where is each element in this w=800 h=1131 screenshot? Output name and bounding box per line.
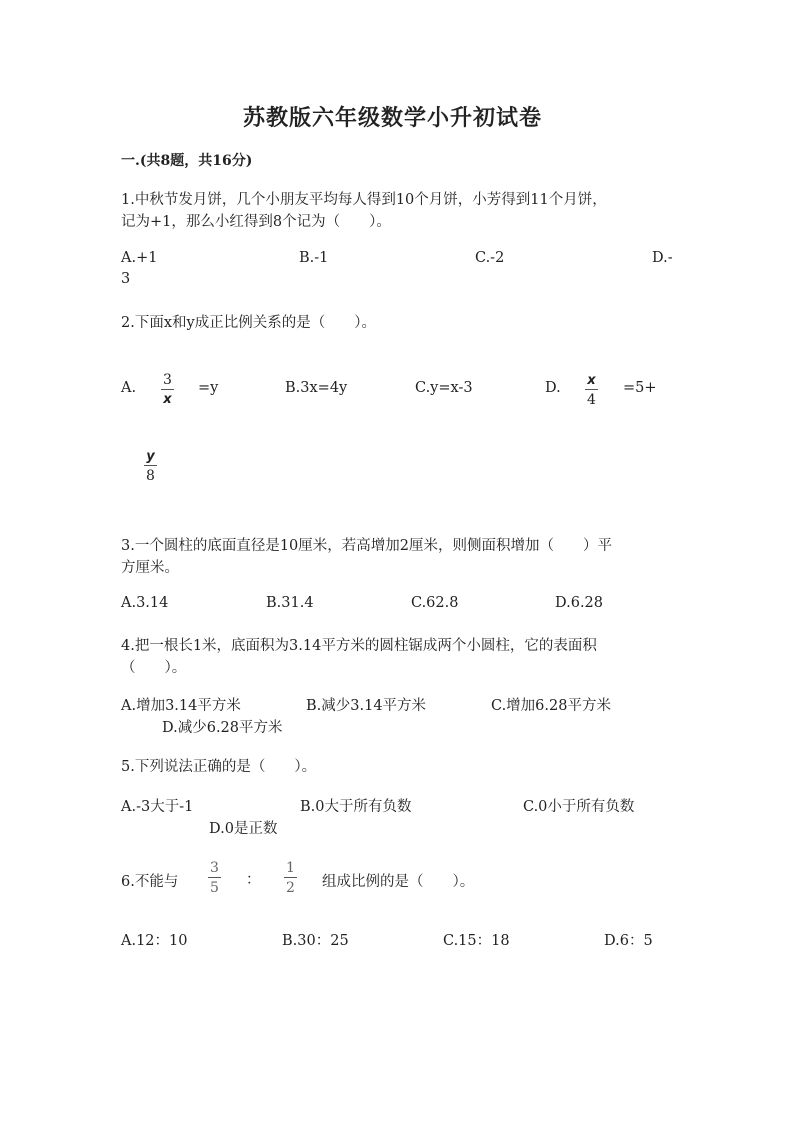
question-4-option-a[interactable]: A.增加3.14平方米 (121, 698, 241, 714)
question-4-option-c[interactable]: C.增加6.28平方米 (491, 698, 611, 714)
section-header: 一.(共8题，共16分) (121, 153, 253, 169)
fraction-numerator: y (146, 449, 155, 464)
question-6-option-d[interactable]: D.6：5 (604, 933, 653, 949)
question-1-option-d-continued: 3 (121, 271, 131, 287)
question-6-suffix: 组成比例的是（ ）。 (322, 874, 475, 890)
question-2-option-b[interactable]: B.3x=4y (285, 380, 348, 396)
question-5-option-b[interactable]: B.0大于所有负数 (300, 799, 412, 815)
question-2-option-d-second-fraction (144, 450, 157, 483)
question-5-option-a[interactable]: A.-3大于-1 (121, 799, 194, 815)
fraction-numerator: 3 (210, 860, 219, 876)
question-3-line-1: 3.一个圆柱的底面直径是10厘米，若高增加2厘米，则侧面积增加（ ）平 (121, 538, 613, 554)
page-title: 苏教版六年级数学小升初试卷 (243, 105, 543, 131)
question-2-option-d-fraction (585, 374, 598, 407)
question-1-option-b[interactable]: B.-1 (299, 250, 329, 266)
question-5-stem: 5.下列说法正确的是（ ）。 (121, 759, 317, 775)
question-1-option-d[interactable]: D.- (652, 250, 673, 266)
fraction-denominator: 5 (210, 880, 219, 896)
question-2-option-d-equation: =5+ (623, 380, 657, 396)
question-3-option-b[interactable]: B.31.4 (266, 595, 314, 611)
question-2-stem: 2.下面x和y成正比例关系的是（ ）。 (121, 315, 376, 331)
fraction-numerator: 3 (163, 372, 172, 388)
question-4-line-1: 4.把一根长1米，底面积为3.14平方米的圆柱锯成两个小圆柱，它的表面积 (121, 638, 597, 654)
fraction-numerator: x (587, 373, 596, 388)
question-4-line-2: （ ）。 (121, 660, 187, 676)
question-4-option-d[interactable]: D.减少6.28平方米 (162, 720, 283, 736)
fraction-denominator: x (163, 392, 172, 407)
question-1-line-2: 记为+1，那么小红得到8个记为（ ）。 (121, 214, 391, 230)
question-3-line-2: 方厘米。 (121, 560, 179, 576)
question-6-fraction-1 (208, 861, 221, 895)
question-6-option-b[interactable]: B.30：25 (282, 933, 349, 949)
fraction-numerator: 1 (286, 860, 295, 876)
question-5-option-d[interactable]: D.0是正数 (209, 821, 278, 837)
fraction-denominator: 8 (146, 468, 155, 484)
question-6-colon: ： (246, 872, 261, 888)
question-6-option-c[interactable]: C.15：18 (443, 933, 510, 949)
question-6-fraction-2 (284, 861, 297, 895)
question-6-prefix: 6.不能与 (121, 874, 179, 890)
question-2-option-d-label[interactable]: D. (545, 380, 561, 396)
question-4-option-b[interactable]: B.减少3.14平方米 (306, 698, 427, 714)
question-5-option-c[interactable]: C.0小于所有负数 (523, 799, 635, 815)
question-2-option-a-fraction (161, 373, 174, 406)
question-1-option-a[interactable]: A.+1 (121, 250, 158, 266)
fraction-denominator: 2 (286, 880, 295, 896)
fraction-denominator: 4 (587, 392, 596, 408)
question-1-option-c[interactable]: C.-2 (475, 250, 505, 266)
question-6-option-a[interactable]: A.12：10 (121, 933, 188, 949)
question-2-option-a-label[interactable]: A. (121, 380, 137, 396)
question-3-option-d[interactable]: D.6.28 (555, 595, 604, 611)
question-2-option-a-equation: =y (198, 380, 219, 396)
question-2-option-c[interactable]: C.y=x-3 (415, 380, 473, 396)
question-3-option-c[interactable]: C.62.8 (411, 595, 459, 611)
question-3-option-a[interactable]: A.3.14 (121, 595, 169, 611)
question-1-line-1: 1.中秋节发月饼，几个小朋友平均每人得到10个月饼，小芳得到11个月饼， (121, 192, 607, 208)
